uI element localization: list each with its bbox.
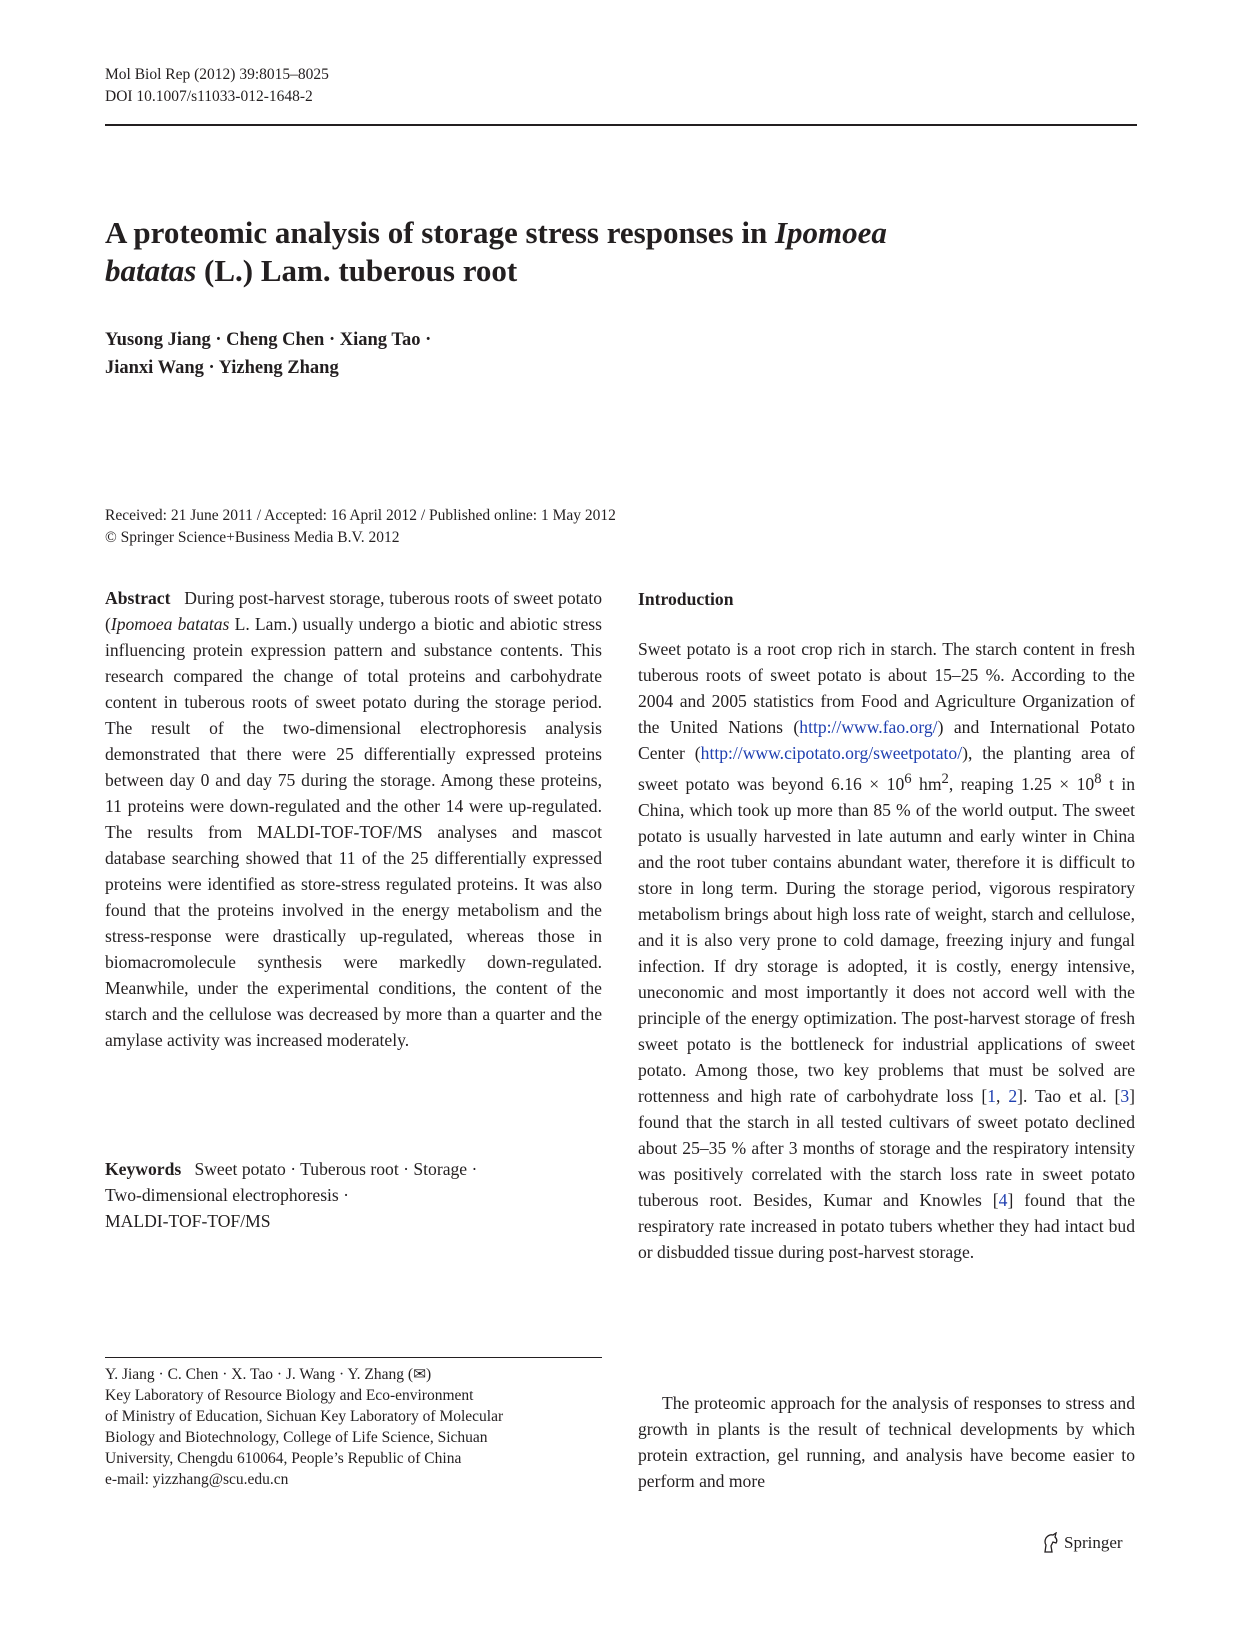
keywords: Keywords Sweet potato · Tuberous root · Storage · Two-dimensional electrophoresis · MALDI-TOF-TOF/MS bbox=[105, 1159, 478, 1231]
cip-link[interactable]: http://www.cipotato.org/sweetpotato/ bbox=[700, 743, 963, 763]
keywords-label: Keywords bbox=[105, 1159, 182, 1179]
ref-link[interactable]: 2 bbox=[1008, 1085, 1018, 1106]
intro-paragraph: The proteomic approach for the analysis of responses to stress and growth in plants is the result of technical developments by which protein extraction, gel running, and analysis have become easier to perform and more bbox=[638, 1393, 1135, 1491]
fao-link[interactable]: http://www.fao.org/ bbox=[799, 717, 938, 737]
springer-horse-icon bbox=[1040, 1532, 1060, 1554]
section-heading-introduction: Introduction bbox=[638, 589, 734, 609]
abstract: Abstract During post-harvest storage, tuberous roots of sweet potato (Ipomoea batatas L. Lam.) usually undergo a biotic and abiotic stress influencing protein expression pattern and substance contents. This research compared the change of total proteins and carbohydrate content in tuberous roots of sweet potato during the storage period. The result of the two-dimensional electrophoresis analysis demonstrated that there were 25 differentially expressed proteins between day 0 and day 75 during the storage. Among these proteins, 11 proteins were down-regulated and the other 14 were up-regulated. The results from MALDI-TOF-TOF/MS analyses and mascot database searching showed that 11 of the 25 differentially expressed proteins were identified as store-stress regulated proteins. It was also found that the proteins involved in the energy metabolism and the stress-response were drastically up-regulated, whereas those in biomacromolecule synthesis were markedly down-regulated. Meanwhile, under the experimental conditions, the content of the starch and the cellulose was decreased by more than a quarter and the amylase activity was increased moderately. bbox=[105, 588, 603, 1050]
affiliation-footnote: Y. Jiang · C. Chen · X. Tao · J. Wang · Y. Zhang (✉) Key Laboratory of Resource Biology and Eco-environment of Ministry of Education, Sichuan Key Laboratory of Molecular Biology and Biotechnology, College of Life Science, Sichuan University, Chengdu 610064, People’s Republic of China e-mail: yizzhang@scu.edu.cn bbox=[105, 1364, 602, 1490]
header-rule bbox=[105, 124, 1137, 126]
intro-paragraph: Sweet potato is a root crop rich in starch. The starch content in fresh tuberous roots of sweet potato is about 15–25 %. According to the 2004 and 2005 statistics from Food and Agriculture Organization of the United Nations (http://www.fao.org/) and International Potato Center (http://www.cipotato.org/sweetpotato/), the planting area of sweet potato was beyond $6.16 \times 10^6$ $hm^2$, reaping $1.25 \times 10^8$ t in China, which took up more than 85 % of the world output. The sweet potato is usually harvested in late autumn and early winter in China and the root tuber contains abundant water, therefore it is difficult to store in long term. During the storage period, vigorous respiratory metabolism brings about high loss rate of weight, starch and cellulose, and it is also very prone to cold damage, freezing injury and fungal infection. If dry storage is adopted, it is costly, energy intensive, uneconomic and most importantly it does not accord well with the principle of the energy optimization. The post-harvest storage of fresh sweet potato is the bottleneck for industrial applications of sweet potato. Among those, two key problems that must be solved are rottenness and high rate of carbohydrate loss [1, 2]. Tao et al. [3] found that the starch in all tested cultivars of sweet potato declined about 25–35 % after 3 months of storage and the respiratory intensity was positively correlated with the starch loss rate in sweet potato tuberous root. Besides, Kumar and Knowles [4] found that the respiratory rate increased in potato tubers whether they had intact bud or disbudded tissue during post-harvest storage. bbox=[638, 639, 1136, 1262]
publication-dates: Received: 21 June 2011 / Accepted: 16 April 2012 / Published online: 1 May 2012 © Springer Science+Business Media B.V. 2012 bbox=[105, 505, 616, 549]
running-header bbox=[105, 64, 329, 108]
abstract-label: Abstract bbox=[105, 588, 171, 608]
ref-link[interactable]: 3 bbox=[1120, 1085, 1130, 1106]
email[interactable]: e-mail: yizzhang@scu.edu.cn bbox=[105, 1471, 289, 1488]
article-title: A proteomic analysis of storage stress responses in Ipomoea batatas (L.) Lam. tuberous root bbox=[105, 215, 887, 288]
ref-link[interactable]: 4 bbox=[998, 1189, 1008, 1210]
ref-link[interactable]: 1 bbox=[987, 1085, 997, 1106]
footnote-rule bbox=[105, 1357, 602, 1358]
author-list: Yusong Jiang · Cheng Chen · Xiang Tao · Jianxi Wang · Yizheng Zhang bbox=[105, 330, 432, 378]
doi: DOI 10.1007/s11033-012-1648-2 bbox=[105, 88, 313, 105]
copyright: © Springer Science+Business Media B.V. 2012 bbox=[105, 529, 400, 546]
journal-citation: Mol Biol Rep (2012) 39:8015–8025 bbox=[105, 66, 329, 83]
publisher-logo bbox=[1040, 1532, 1123, 1554]
publisher-name: Springer bbox=[1064, 1533, 1123, 1552]
